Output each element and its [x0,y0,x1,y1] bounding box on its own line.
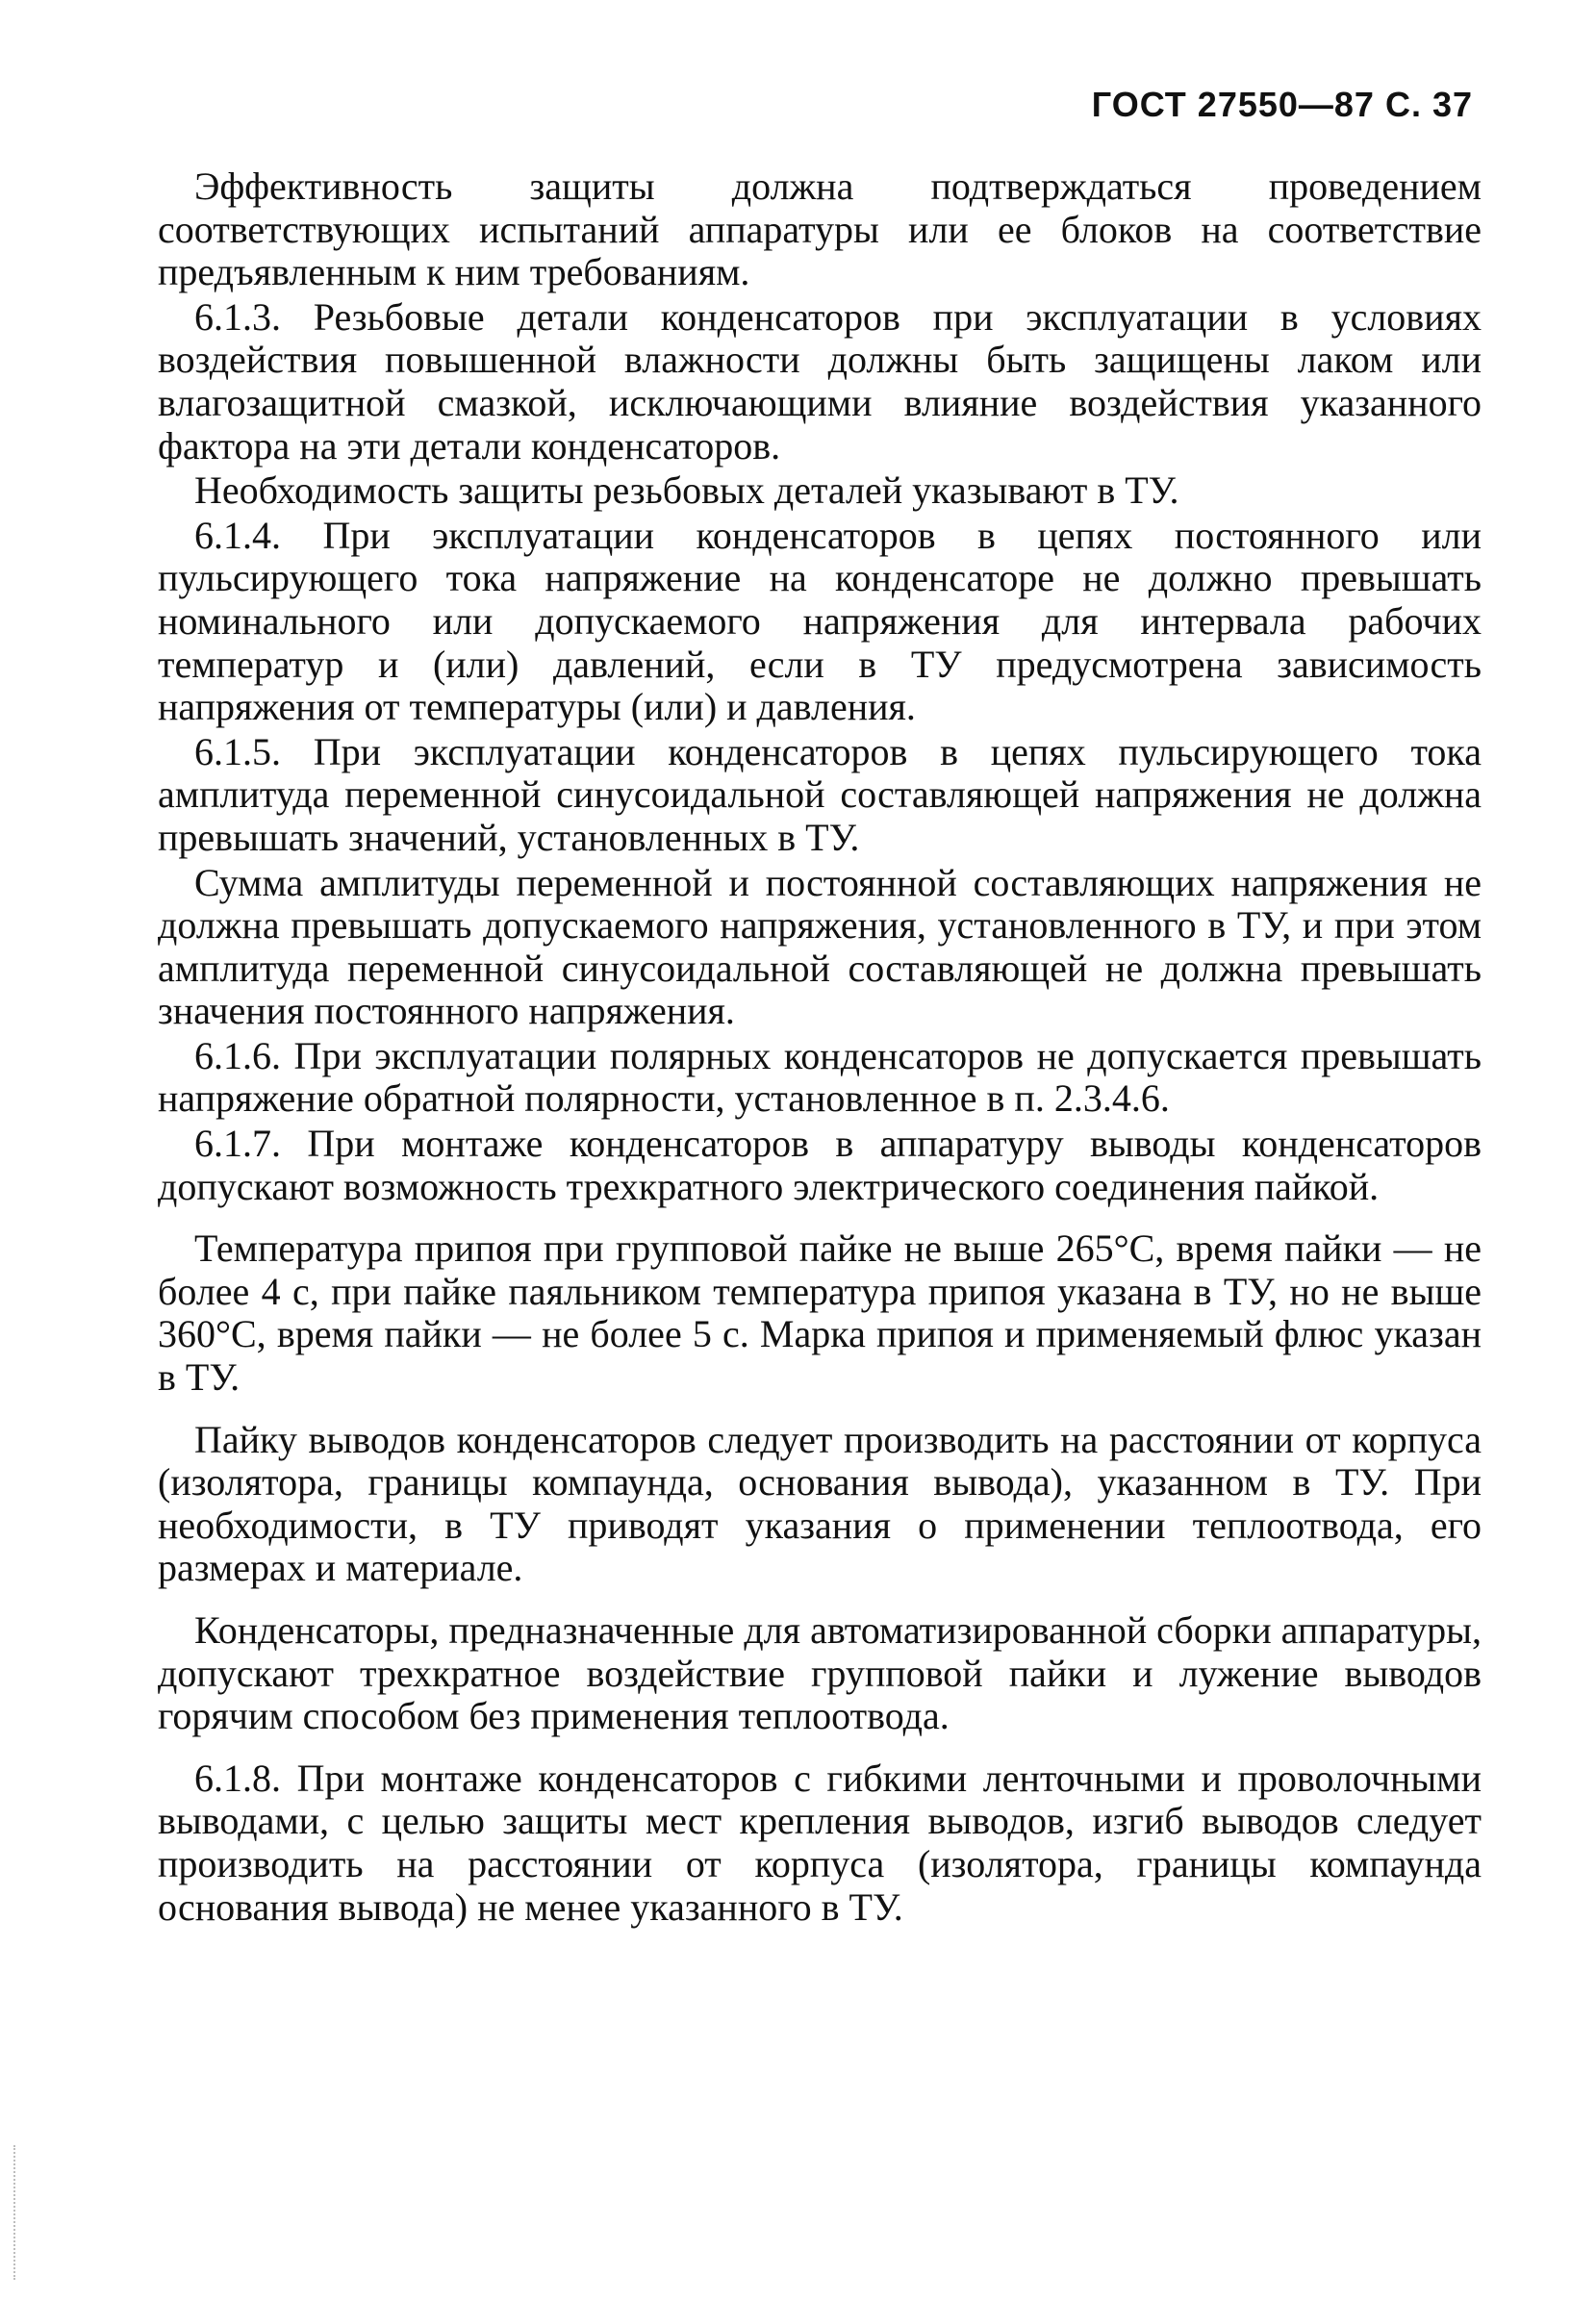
paragraph-6-1-8: 6.1.8. При монтаже конденсаторов с гибкими ленточными и проволочными выводами, с целью защиты мест крепления выводов, изгиб выводов следует производить на расстоянии от корпуса (изолятора, границы компаунда основания вывода) не менее указанного в ТУ. [158,1756,1482,1929]
paragraph-effectiveness: Эффективность защиты должна подтверждаться проведением соответствующих испытаний аппаратуры или ее блоков на соответствие предъявленным к ним требованиям. [158,164,1482,294]
paragraph-amplitude-sum: Сумма амплитуды переменной и постоянной составляющих напряжения не должна превышать допускаемого напряжения, установленного в ТУ, и при этом амплитуда переменной синусоидальной составляющей не должна превышать значения постоянного напряжения. [158,860,1482,1033]
paragraph-6-1-6: 6.1.6. При эксплуатации полярных конденсаторов не допускается превышать напряжение обратной полярности, установленное в п. 2.3.4.6. [158,1033,1482,1121]
paragraph-soldering-distance: Пайку выводов конденсаторов следует производить на расстоянии от корпуса (изолятора, границы компаунда, основания вывода), указанном в ТУ. При необходимости, в ТУ приводят указания о применении теплоотвода, его размерах и материале. [158,1417,1482,1590]
paragraph-thread-protection: Необходимость защиты резьбовых деталей указывают в ТУ. [194,468,1179,513]
page-header: ГОСТ 27550—87 С. 37 [1091,85,1473,124]
paragraph-6-1-5: 6.1.5. При эксплуатации конденсаторов в цепях пульсирующего тока амплитуда переменной синусоидальной составляющей напряжения не должна превышать значений, установленных в ТУ. [158,729,1482,859]
paragraph-solder-temperature: Температура припоя при групповой пайке не выше 265°С, время пайки — не более 4 с, при пайке паяльником температура припоя указана в ТУ, но не выше 360°С, время пайки — не более 5 с. Марка припоя и применяемый флюс указан в ТУ. [158,1226,1482,1400]
paragraph-6-1-7: 6.1.7. При монтаже конденсаторов в аппаратуру выводы конденсаторов допускают возможность трехкратного электрического соединения пайкой. [158,1122,1482,1208]
document-body [158,165,1482,1929]
paragraph-automated-assembly: Конденсаторы, предназначенные для автоматизированной сборки аппаратуры, допускают трехкратное воздействие групповой пайки и лужение выводов горячим способом без применения теплоотвода. [158,1608,1482,1738]
scan-margin-mark [13,2145,18,2280]
paragraph-6-1-3: 6.1.3. Резьбовые детали конденсаторов при эксплуатации в условиях воздействия повышенной влажности должны быть защищены лаком или влагозащитной смазкой, исключающими влияние воздействия указанного фактора на эти детали конденсаторов. [158,294,1482,468]
paragraph-6-1-4: 6.1.4. При эксплуатации конденсаторов в цепях постоянного или пульсирующего тока напряжение на конденсаторе не должно превышать номинального или допускаемого напряжения для интервала рабочих температур и (или) давлений, если в ТУ предусмотрена зависимость напряжения от температуры (или) и давления. [158,513,1482,729]
